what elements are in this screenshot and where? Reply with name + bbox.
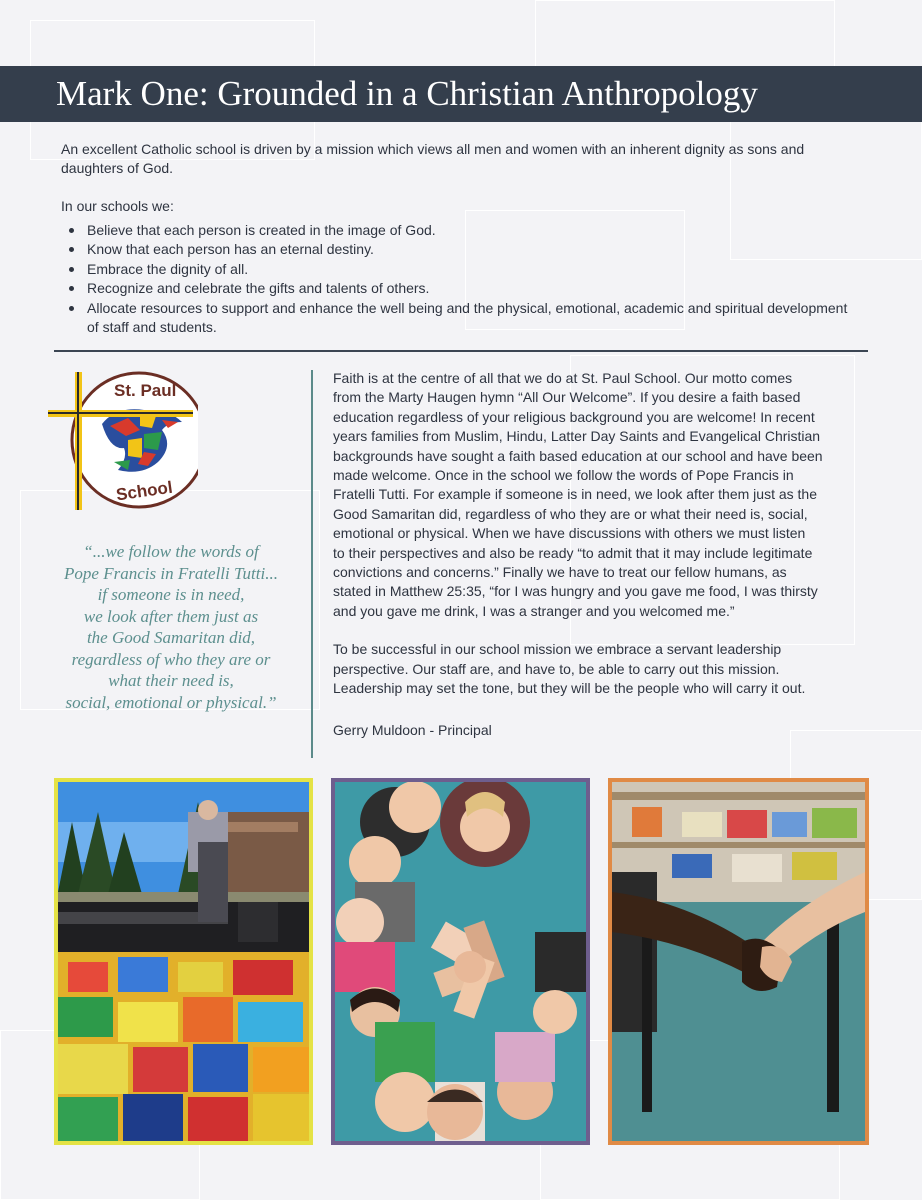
- quote-line: if someone is in need,: [97, 585, 245, 604]
- photo-children-circle: [331, 778, 590, 1145]
- quote-line: what their need is,: [108, 671, 234, 690]
- list-item: Embrace the dignity of all.: [61, 260, 851, 279]
- body-line: years families from Muslim, Hindu, Latter Day Saints and Evangelical Christian: [333, 428, 821, 445]
- intro-lead-in: In our schools we:: [61, 198, 174, 214]
- body-line: and you gave me drink, I was a stranger and you welcomed me.”: [333, 602, 735, 619]
- column-divider: [311, 370, 313, 758]
- quote-line: Pope Francis in Fratelli Tutti...: [64, 563, 278, 583]
- intro-text: An excellent Catholic school is driven by a mission which views all men and women with an inherent dignity as sons and daughters of God.: [61, 141, 805, 176]
- school-logo: [44, 366, 198, 512]
- quote-line: social, emotional or physical.”: [65, 692, 277, 712]
- body-line: Faith is at the centre of all that we do at St. Paul School. Our motto comes: [333, 370, 793, 386]
- belief-list: [61, 221, 851, 337]
- title-bar: [0, 66, 922, 122]
- body-line: emotional or physical. When we have discussions with others we must listen: [333, 525, 806, 542]
- page-title: Mark One: Grounded in a Christian Anthropology: [56, 74, 758, 113]
- list-item: Know that each person has an eternal destiny.: [61, 240, 851, 259]
- logo-top-text: St. Paul: [114, 381, 177, 400]
- body-line: Leadership may set the tone, but they will be the people who will carry it out.: [333, 680, 806, 697]
- intro-paragraph: [61, 140, 861, 178]
- body-line: from the Marty Haugen hymn “All Our Welcome”. If you desire a faith based: [333, 389, 801, 406]
- list-item: Recognize and celebrate the gifts and talents of others.: [61, 279, 851, 298]
- body-line: perspective. Our staff are, and have to, be able to carry out this mission.: [333, 660, 780, 677]
- body-line: Good Samaritan did, regardless of who they are or what their need is, social,: [333, 505, 808, 522]
- body-line: convictions and concerns.” Finally we have to treat our fellow humans, as: [333, 564, 787, 581]
- body-line: education regardless of your religious background you are welcome! In recent: [333, 408, 815, 425]
- body-line: stated in Matthew 25:35, “for I was hungry and you gave me food, I was thirsty: [333, 583, 818, 600]
- body-line: To be successful in our school mission we embrace a servant leadership: [333, 641, 782, 658]
- signature: Gerry Muldoon - Principal: [333, 722, 492, 738]
- pull-quote: [46, 541, 296, 713]
- body-line: Fratelli Tutti. For example if someone is in need, we look after them just as the: [333, 486, 817, 503]
- quote-line: the Good Samaritan did,: [86, 628, 256, 647]
- photo-cereal-drive: [54, 778, 313, 1145]
- body-line: backgrounds have sought a faith based education at our school and have been: [333, 447, 823, 464]
- body-line: to their perspectives and also be ready “to admit that it may include legitimate: [333, 544, 813, 561]
- list-item: Allocate resources to support and enhance the well being and the physical, emotional, academic and spiritual development of staff and students.: [61, 299, 851, 338]
- principal-message: [333, 369, 863, 699]
- quote-line: regardless of who they are or: [71, 649, 271, 669]
- section-divider: [54, 350, 868, 352]
- list-item: Believe that each person is created in the image of God.: [61, 221, 851, 240]
- photo-holding-hands: [608, 778, 869, 1145]
- body-line: made welcome. Once in the school we follow the words of Pope Francis in: [333, 467, 794, 484]
- quote-line: we look after them just as: [83, 606, 259, 626]
- logo-bottom-text: School: [114, 477, 174, 505]
- quote-line: “...we follow the words of: [83, 542, 259, 561]
